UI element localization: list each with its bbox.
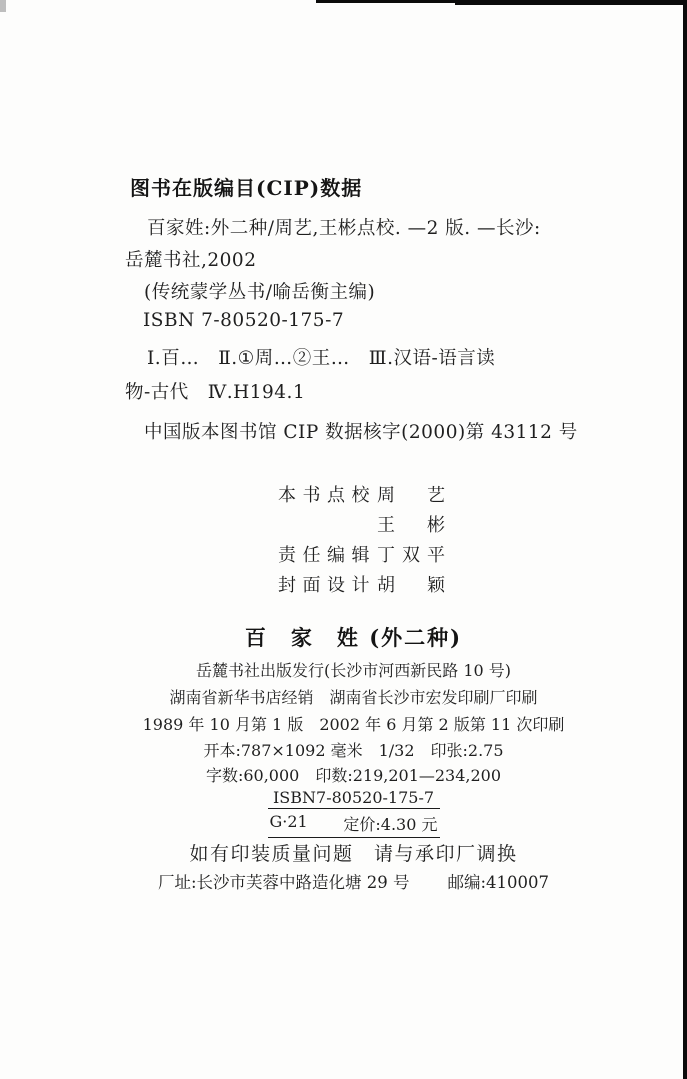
format-line: 开本:787×1092 毫米 1/32 印张:2.75: [203, 741, 504, 760]
isbn-price-box: [268, 788, 440, 838]
postal-code: 邮编:410007: [447, 873, 550, 892]
distribution-line: 湖南省新华书店经销 湖南省长沙市宏发印刷厂印刷: [169, 688, 538, 707]
quality-notice: 如有印装质量问题 请与承印厂调换: [189, 843, 518, 865]
credit-label: 本书点校: [278, 485, 376, 506]
price: 定价:4.30 元: [343, 815, 438, 834]
colophon-section: [20, 0, 687, 1079]
address-row: [20, 869, 687, 893]
cip-isbn-line: ISBN 7-80520-175-7: [143, 310, 345, 331]
cip-entry-line-1: 百家姓:外二种/周艺,王彬点校. —2 版. —长沙:: [147, 218, 541, 239]
factory-address: 厂址:长沙市芙蓉中路造化塘 29 号: [157, 873, 410, 892]
credit-label: 责任编辑: [278, 545, 376, 566]
credit-name: 胡 颖: [377, 575, 452, 596]
series-code: G·21: [269, 812, 308, 831]
edition-line: 1989 年 10 月第 1 版 2002 年 6 月第 2 版第 11 次印刷: [142, 715, 565, 734]
scan-artifact-corner-mark: [0, 0, 6, 12]
credit-name: 丁双平: [377, 545, 452, 566]
publisher-line: 岳麓书社出版发行(长沙市河西新民路 10 号): [195, 661, 512, 680]
book-title: 百 家 姓 (外二种): [244, 625, 463, 650]
print-counts-line: 字数:60,000 印数:219,201—234,200: [205, 766, 502, 785]
credit-name: 王 彬: [377, 515, 452, 536]
price-row: [268, 809, 440, 838]
cip-entry-line-3: (传统蒙学丛书/喻岳衡主编): [144, 282, 376, 303]
cip-registration: 中国版本图书馆 CIP 数据核字(2000)第 43112 号: [144, 422, 578, 443]
isbn-line: ISBN7-80520-175-7: [268, 788, 440, 809]
cip-classification-line-2: 物-古代 Ⅳ.H194.1: [125, 382, 306, 403]
cip-heading: 图书在版编目(CIP)数据: [130, 176, 363, 200]
credit-label: 封面设计: [278, 575, 376, 596]
credit-name: 周 艺: [377, 485, 452, 506]
cip-classification-line-1: Ⅰ.百… Ⅱ.①周…②王… Ⅲ.汉语-语言读: [147, 348, 496, 369]
cip-entry-line-2: 岳麓书社,2002: [125, 250, 257, 271]
